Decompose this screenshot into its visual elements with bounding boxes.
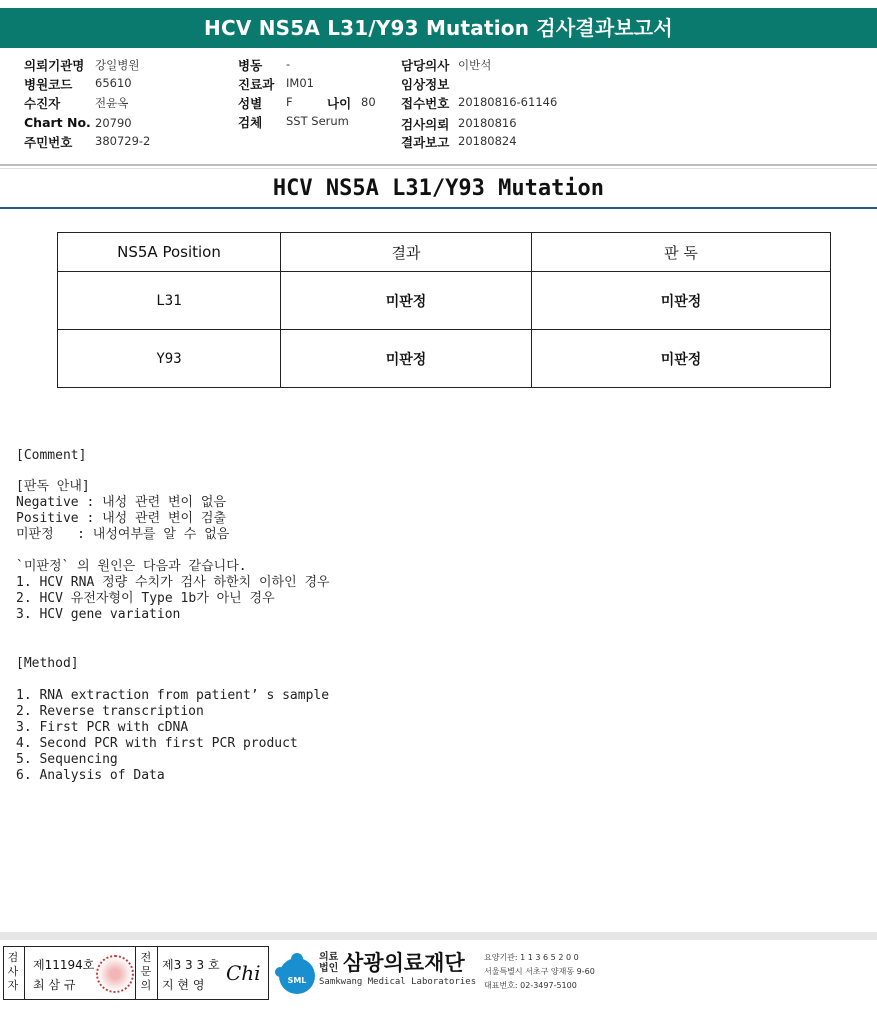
info-value-sex: F <box>286 95 293 109</box>
examiner-name: 최 삼 규 <box>33 978 76 992</box>
sml-logo <box>271 950 317 996</box>
info-label-resident-no: 주민번호 <box>24 135 73 150</box>
info-value-resident-no: 380729-2 <box>95 134 151 148</box>
divider <box>24 947 25 999</box>
reason-item: 3. HCV gene variation <box>16 607 181 622</box>
guide-line: 미판정 : 내성여부를 알 수 없음 <box>16 527 230 542</box>
result-table <box>57 232 831 388</box>
cell-position: Y93 <box>58 330 281 388</box>
info-value-department: IM01 <box>286 76 314 90</box>
examiner-vertical-label <box>6 951 20 993</box>
header-divider-thin <box>0 168 877 169</box>
vertical-char: 검 <box>7 951 19 964</box>
info-value-ward: - <box>286 57 291 71</box>
org-info-line: 대표번호: 02-3497-5100 <box>484 981 577 990</box>
vertical-char: 사 <box>7 965 19 978</box>
info-value-specimen: SST Serum <box>286 114 349 128</box>
info-value-report-date: 20180824 <box>458 134 517 148</box>
report-title: HCV NS5A L31/Y93 Mutation <box>272 176 605 201</box>
comment-heading: [Comment] <box>16 448 87 463</box>
info-value-age: 80 <box>361 95 376 109</box>
vertical-char: 전 <box>140 951 152 964</box>
org-type <box>319 952 338 974</box>
org-info-line: 서울특별시 서초구 양재동 9-60 <box>484 967 595 976</box>
info-label-receipt-no: 접수번호 <box>401 96 450 111</box>
method-step: 3. First PCR with cDNA <box>16 720 189 735</box>
table-row <box>58 272 831 330</box>
cell-interpretation: 미판정 <box>532 272 831 330</box>
vertical-char: 의 <box>140 979 152 992</box>
info-label-doctor: 담당의사 <box>401 58 450 73</box>
header-position: NS5A Position <box>58 233 281 272</box>
info-value-doctor: 이반석 <box>458 58 492 72</box>
vertical-char: 문 <box>140 965 152 978</box>
examiner-license-no: 제11194호 <box>33 958 95 972</box>
org-english-name: Samkwang Medical Laboratories <box>319 977 477 987</box>
info-label-institution: 의뢰기관명 <box>24 58 85 73</box>
info-label-ward: 병동 <box>238 58 263 73</box>
info-label-sex: 성별 <box>238 96 263 111</box>
info-value-request-date: 20180816 <box>458 116 517 130</box>
header-interpretation: 판 독 <box>532 233 831 272</box>
info-value-chart-no: 20790 <box>95 116 132 130</box>
reason-item: 2. HCV 유전자형이 Type 1b가 아닌 경우 <box>16 591 275 606</box>
examiner-seal-stamp <box>96 955 134 993</box>
method-heading: [Method] <box>16 656 79 671</box>
signature-box <box>3 946 269 1000</box>
info-label-request-date: 검사의뢰 <box>401 117 450 132</box>
divider <box>157 947 158 999</box>
info-label-age: 나이 <box>327 96 352 111</box>
specialist-vertical-label <box>139 951 153 993</box>
patient-info-section <box>0 54 877 164</box>
header-divider <box>0 164 877 166</box>
specialist-license-no: 제3 3 3 호 <box>162 958 220 972</box>
info-label-patient: 수진자 <box>24 96 61 111</box>
title-underline <box>0 207 877 209</box>
cell-result: 미판정 <box>281 272 532 330</box>
method-step: 5. Sequencing <box>16 752 118 767</box>
logo-text: SML <box>287 976 307 985</box>
table-header-row <box>58 233 831 272</box>
guide-title: [판독 안내] <box>16 479 90 494</box>
info-value-hospital-code: 65610 <box>95 76 132 90</box>
cell-result: 미판정 <box>281 330 532 388</box>
method-step: 1. RNA extraction from patient’ s sample <box>16 688 330 703</box>
handwritten-signature: Chi <box>226 961 261 985</box>
info-value-patient: 전윤옥 <box>95 96 129 110</box>
cell-interpretation: 미판정 <box>532 330 831 388</box>
info-label-clinical-info: 임상정보 <box>401 77 450 92</box>
table-row <box>58 330 831 388</box>
divider <box>135 947 136 999</box>
vertical-char: 자 <box>7 979 19 992</box>
info-label-report-date: 결과보고 <box>401 135 450 150</box>
reason-item: 1. HCV RNA 정량 수치가 검사 하한치 이하인 경우 <box>16 575 330 590</box>
reason-title: `미판정` 의 원인은 다음과 같습니다. <box>16 559 247 574</box>
info-label-hospital-code: 병원코드 <box>24 77 73 92</box>
org-type-line: 법인 <box>319 963 339 974</box>
header-result: 결과 <box>281 233 532 272</box>
info-value-receipt-no: 20180816-61146 <box>458 95 558 109</box>
method-step: 2. Reverse transcription <box>16 704 204 719</box>
specialist-name: 지 현 영 <box>162 978 205 992</box>
info-label-chart-no: Chart No. <box>24 115 91 130</box>
info-label-department: 진료과 <box>238 77 275 92</box>
org-info-line: 요양기관: 1 1 3 6 5 2 0 0 <box>484 953 579 962</box>
report-header-title: HCV NS5A L31/Y93 Mutation 검사결과보고서 <box>0 8 877 48</box>
org-type-line: 의료 <box>319 952 339 963</box>
guide-line: Positive : 내성 관련 변이 검출 <box>16 511 227 526</box>
method-step: 6. Analysis of Data <box>16 768 165 783</box>
footer-divider <box>0 932 877 940</box>
guide-line: Negative : 내성 관련 변이 없음 <box>16 495 227 510</box>
method-step: 4. Second PCR with first PCR product <box>16 736 298 751</box>
cell-position: L31 <box>58 272 281 330</box>
info-value-institution: 강일병원 <box>95 58 140 72</box>
info-label-specimen: 검체 <box>238 115 263 130</box>
org-name: 삼광의료재단 <box>343 951 465 975</box>
